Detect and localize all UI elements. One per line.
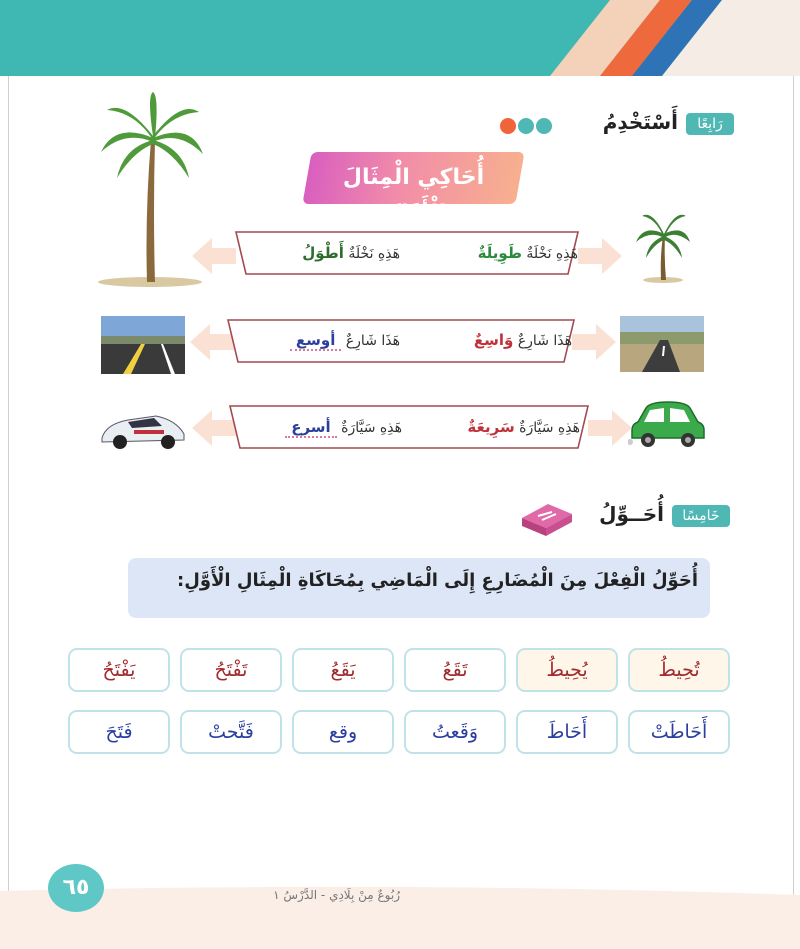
sentence-3a-adjective: سَرِيعَةٌ	[467, 418, 515, 436]
page-number: ٦٥	[48, 864, 104, 912]
sentence-2a-prefix: هَذَا شَارِعٌ	[517, 333, 572, 349]
dot-teal-2	[536, 118, 552, 134]
present-verb-6: يَفْتَحُ	[68, 648, 170, 692]
sentence-3b-prefix: هَذِهِ سَيَّارَةٌ	[341, 420, 402, 436]
wide-road-image	[101, 316, 185, 374]
past-verb-6[interactable]: فَتَحَ	[68, 710, 170, 754]
sentence-3b-comparative: أسرع	[285, 418, 336, 438]
footer-band	[0, 881, 800, 949]
dot-orange-fill	[500, 118, 516, 134]
past-verb-4[interactable]: وقع	[292, 710, 394, 754]
sentence-2a-adjective: وَاسِعٌ	[473, 331, 514, 349]
instruction-text: أُحَوِّلُ الْفِعْلَ مِنَ الْمُضَارِعِ إِلَى الْمَاضِي بِمُحَاكَاةِ الْمِثَالِ الْأَوَّلِ:	[177, 570, 698, 591]
pink-box-icon	[518, 500, 576, 538]
present-verb-1: تُحِيطُ	[628, 648, 730, 692]
dot-teal-1	[518, 118, 534, 134]
green-car-image	[628, 400, 706, 450]
past-verb-3[interactable]: وَقَعتُ	[404, 710, 506, 754]
short-palm-tree-image	[636, 208, 690, 284]
road-image	[620, 316, 704, 372]
sentence-2b	[240, 331, 400, 349]
tall-palm-tree-image	[95, 92, 205, 288]
sentence-1a	[418, 244, 578, 262]
sentence-1b-prefix: هَذِهِ نَخْلَةٌ	[348, 246, 400, 262]
past-verb-1[interactable]: أَحَاطَتْ	[628, 710, 730, 754]
sentence-3a	[410, 418, 580, 436]
sentence-1a-adjective: طَوِيلَةٌ	[477, 244, 522, 262]
present-verb-5: تَفْتَحُ	[180, 648, 282, 692]
section-4-tag: رَابِعًا	[686, 113, 734, 135]
sentence-2b-comparative: أوسع	[290, 331, 341, 351]
present-verb-2: يُحِيطُ	[516, 648, 618, 692]
sentence-1b	[250, 244, 400, 262]
race-car-image	[98, 408, 188, 450]
section-5-title: أُحَــوِّلُ	[599, 502, 664, 526]
footer-lesson-text: رُبُوعٌ مِنْ بِلَادِي - الدَّرْسُ ١	[273, 888, 400, 902]
section-4-title: أَسْتَخْدِمُ	[602, 110, 678, 134]
sentence-2b-prefix: هَذَا شَارِعٌ	[345, 333, 400, 349]
present-verb-4: يَقَعُ	[292, 648, 394, 692]
sentence-3a-prefix: هَذِهِ سَيَّارَةٌ	[519, 420, 580, 436]
sentence-1b-comparative: أَطْوَلُ	[302, 244, 344, 262]
past-verb-5[interactable]: فَتَّحتْ	[180, 710, 282, 754]
sentence-3b	[244, 418, 402, 436]
sentence-1a-prefix: هَذِهِ نَخْلَةٌ	[526, 246, 578, 262]
header-stripes	[470, 0, 800, 76]
section-5-tag: خَامِسًا	[672, 505, 730, 527]
present-verb-3: تَقَعُ	[404, 648, 506, 692]
sentence-2a	[424, 331, 572, 349]
example-banner-text: أُحَاكِي الْمِثَالَ الْأَوَّلَ:	[342, 165, 485, 226]
past-verb-2[interactable]: أَحَاطَ	[516, 710, 618, 754]
